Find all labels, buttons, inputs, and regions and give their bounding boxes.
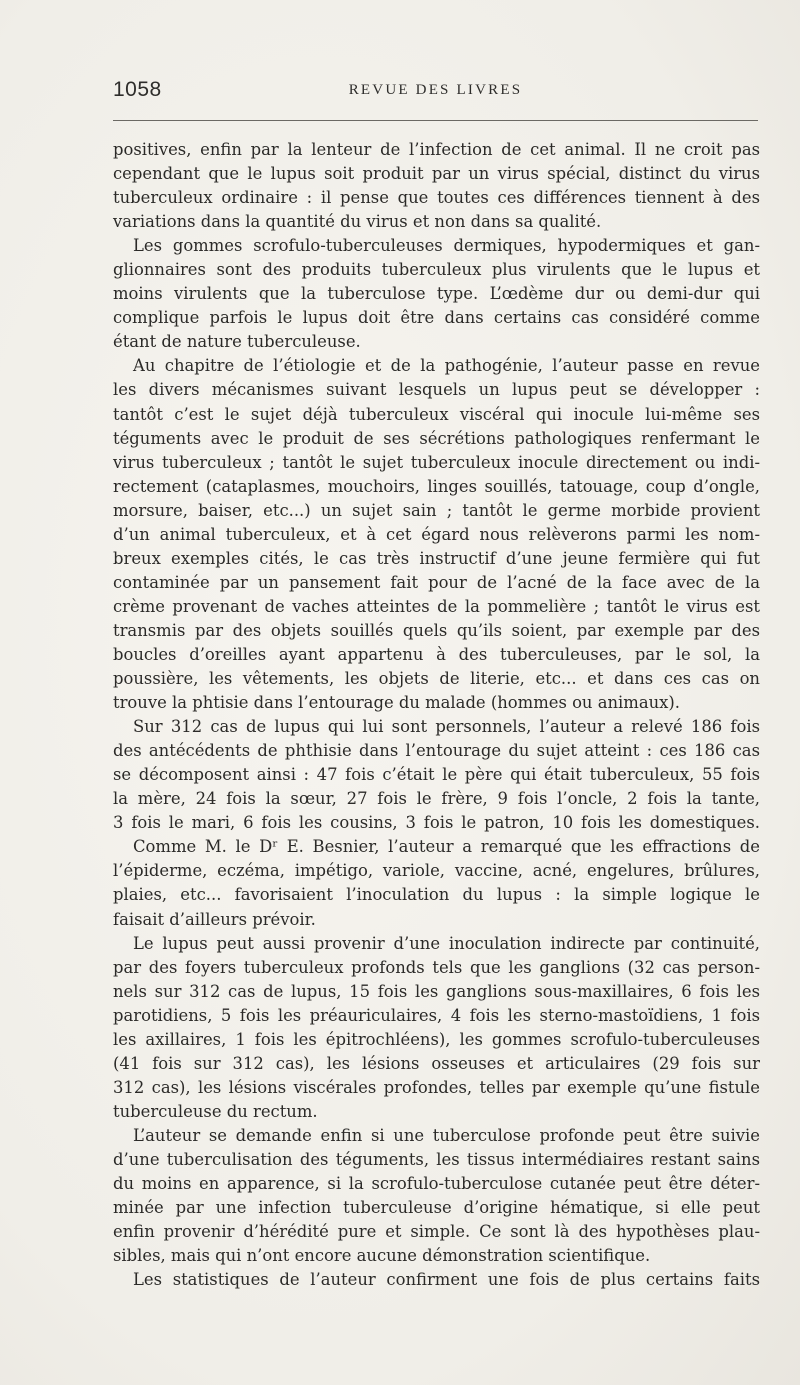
paragraph-start-line: Comme M. le Dʳ E. Besnier, l’auteur a remarqué que les effractions de	[133, 837, 760, 857]
text-line: poussière, les vêtements, les objets de literie, etc... et dans ces cas on	[113, 669, 760, 689]
text-line: breux exemples cités, le cas très instructif d’une jeune fermière qui fut	[113, 548, 760, 568]
paragraph-start-line: Au chapitre de l’étiologie et de la pathogénie, l’auteur passe en revue	[133, 356, 760, 376]
text-line: positives, enfin par la lenteur de l’infection de cet animal. Il ne croit pas	[113, 140, 760, 159]
page-number: 1058	[113, 78, 162, 101]
paragraph-start-line: L’auteur se demande enfin si une tuberculose profonde peut être suivie	[133, 1125, 760, 1145]
text-line: cependant que le lupus soit produit par un virus spécial, distinct du virus	[113, 164, 760, 184]
text-line: sibles, mais qui n’ont encore aucune démonstration scientifique.	[113, 1246, 651, 1266]
text-line: trouve la phtisie dans l’entourage du malade (hommes ou animaux).	[113, 693, 680, 713]
text-line: tuberculeuse du rectum.	[113, 1101, 318, 1121]
text-line: nels sur 312 cas de lupus, 15 fois les ganglions sous-maxillaires, 6 fois les	[113, 981, 760, 1001]
text-line: d’une tuberculisation des téguments, les tissus intermédiaires restant sains	[113, 1149, 760, 1169]
text-line: crème provenant de vaches atteintes de la pommelière ; tantôt le virus est	[113, 596, 760, 616]
text-line: la mère, 24 fois la sœur, 27 fois le frère, 9 fois l’oncle, 2 fois la tante,	[113, 789, 760, 809]
text-line: complique parfois le lupus doit être dans certains cas considéré comme	[113, 308, 760, 328]
text-line: les divers mécanismes suivant lesquels un lupus peut se développer :	[113, 380, 760, 400]
text-line: tuberculeux ordinaire : il pense que toutes ces différences tiennent à des	[113, 188, 760, 208]
text-line: les axillaires, 1 fois les épitrochléens), les gommes scrofulo-tuberculeuses	[113, 1029, 760, 1049]
text-line: contaminée par un pansement fait pour de l’acné de la face avec de la	[113, 572, 760, 592]
paragraph-start-line: Les gommes scrofulo-tuberculeuses dermiques, hypodermiques et gan-	[133, 236, 760, 256]
paragraph-start-line: Le lupus peut aussi provenir d’une inoculation indirecte par continuité,	[133, 933, 760, 953]
text-line: téguments avec le produit de ses sécrétions pathologiques renfermant le	[113, 428, 760, 448]
text-line: tantôt c’est le sujet déjà tuberculeux viscéral qui inocule lui-même ses	[113, 404, 760, 424]
text-line: variations dans la quantité du virus et non dans sa qualité.	[113, 212, 602, 232]
text-line: plaies, etc... favorisaient l’inoculation du lupus : la simple logique le	[113, 885, 760, 905]
text-line: morsure, baiser, etc...) un sujet sain ; tantôt le germe morbide provient	[113, 500, 760, 520]
running-title: REVUE DES LIVRES	[348, 82, 523, 98]
text-line: glionnaires sont des produits tuberculeux plus virulents que le lupus et	[113, 260, 760, 280]
text-line: transmis par des objets souillés quels qu’ils soient, par exemple par des	[113, 620, 760, 640]
text-line: virus tuberculeux ; tantôt le sujet tuberculeux inocule directement ou indi-	[113, 452, 760, 472]
text-line: par des foyers tuberculeux profonds tels que les ganglions (32 cas person-	[113, 957, 760, 977]
text-line: l’épiderme, eczéma, impétigo, variole, vaccine, acné, engelures, brûlures,	[113, 861, 760, 881]
text-line: moins virulents que la tuberculose type. L’œdème dur ou demi-dur qui	[113, 284, 760, 304]
text-line: d’un animal tuberculeux, et à cet égard nous relèverons parmi les nom-	[113, 524, 760, 544]
text-line: enfin provenir d’hérédité pure et simple. Ce sont là des hypothèses plau-	[113, 1222, 760, 1242]
text-line: 3 fois le mari, 6 fois les cousins, 3 fois le patron, 10 fois les domestiques.	[113, 813, 760, 833]
text-line: 312 cas), les lésions viscérales profondes, telles par exemple qu’une fistule	[113, 1077, 760, 1097]
text-line: étant de nature tuberculeuse.	[113, 332, 361, 352]
header-rule	[113, 120, 758, 121]
text-line: faisait d’ailleurs prévoir.	[113, 909, 316, 929]
text-line: boucles d’oreilles ayant appartenu à des tuberculeuses, par le sol, la	[113, 644, 760, 664]
text-line: (41 fois sur 312 cas), les lésions osseuses et articulaires (29 fois sur	[113, 1053, 760, 1073]
body-text	[113, 138, 760, 1292]
text-line: rectement (cataplasmes, mouchoirs, linges souillés, tatouage, coup d’ongle,	[113, 476, 760, 496]
text-line: se décomposent ainsi : 47 fois c’était le père qui était tuberculeux, 55 fois	[113, 765, 760, 785]
text-line: des antécédents de phthisie dans l’entourage du sujet atteint : ces 186 cas	[113, 741, 760, 761]
page-header	[113, 78, 758, 108]
paragraph-start-line: Les statistiques de l’auteur confirment une fois de plus certains faits	[133, 1270, 760, 1290]
text-line: minée par une infection tuberculeuse d’origine hématique, si elle peut	[113, 1198, 760, 1218]
text-line: parotidiens, 5 fois les préauriculaires, 4 fois les sterno-mastoïdiens, 1 fois	[113, 1005, 760, 1025]
text-line: du moins en apparence, si la scrofulo-tuberculose cutanée peut être déter-	[113, 1174, 760, 1194]
paragraph-start-line: Sur 312 cas de lupus qui lui sont personnels, l’auteur a relevé 186 fois	[133, 717, 760, 737]
